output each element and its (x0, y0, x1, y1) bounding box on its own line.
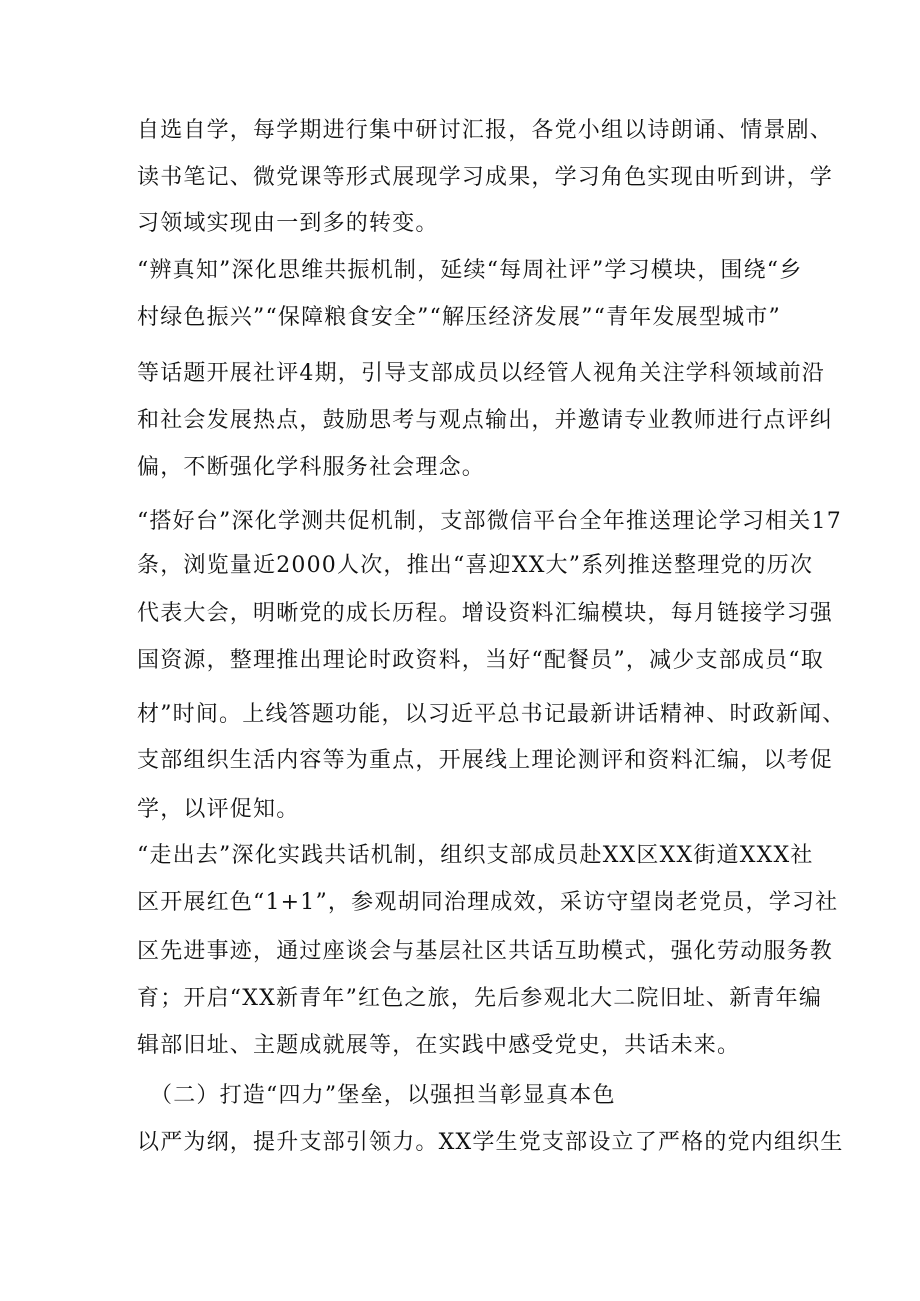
paragraph-line: 和社会发展热点，鼓励思考与观点输出，并邀请专业教师进行点评纠 (137, 408, 834, 433)
paragraph-line: “走出去”深化实践共话机制，组织支部成员赴XX区XX街道XXX社 (137, 843, 814, 868)
paragraph-line: 习领域实现由一到多的转变。 (137, 211, 439, 236)
section-heading: （二）打造“四力”堡垒，以强担当彰显真本色 (150, 1083, 616, 1108)
paragraph-line: 区开展红色“1+1”，参观胡同治理成效，采访守望岗老党员，学习社 (137, 890, 839, 915)
paragraph-line: “辨真知”深化思维共振机制，延续“每周社评”学习模块，围绕“乡 (137, 258, 803, 283)
paragraph-line: 学，以评促知。 (137, 797, 300, 822)
paragraph-line: 区先进事迹，通过座谈会与基层社区共话互助模式，强化劳动服务教 (137, 939, 834, 964)
paragraph-line: 辑部旧址、主题成就展等，在实践中感受党史，共话未来。 (137, 1033, 741, 1058)
paragraph-line: 育；开启“XX新青年”红色之旅，先后参观北大二院旧址、新青年编 (137, 986, 823, 1011)
paragraph-line: 村绿色振兴”“保障粮食安全”“解压经济发展”“青年发展型城市” (137, 305, 781, 330)
paragraph-line: “搭好台”深化学测共促机制，支部微信平台全年推送理论学习相关17 (137, 509, 842, 534)
paragraph-line: 条，浏览量近2000人次，推出“喜迎XX大”系列推送整理党的历次 (137, 553, 814, 578)
paragraph-line: 国资源，整理推出理论时政资料，当好“配餐员”，减少支部成员“取 (137, 648, 824, 673)
paragraph-line: 偏，不断强化学科服务社会理念。 (137, 455, 486, 480)
paragraph-line: 自选自学，每学期进行集中研讨汇报，各党小组以诗朗诵、情景剧、 (137, 118, 834, 143)
paragraph-line: 支部组织生活内容等为重点，开展线上理论测评和资料汇编，以考促 (137, 748, 834, 773)
paragraph-line: 以严为纲，提升支部引领力。XX学生党支部设立了严格的党内组织生 (137, 1130, 844, 1155)
paragraph-line: 读书笔记、微党课等形式展现学习成果，学习角色实现由听到讲，学 (137, 165, 834, 190)
paragraph-line: 材”时间。上线答题功能，以习近平总书记最新讲话精神、时政新闻、 (137, 702, 846, 727)
paragraph-line: 代表大会，明晰党的成长历程。增设资料汇编模块，每月链接学习强 (137, 601, 834, 626)
paragraph-line: 等话题开展社评4期，引导支部成员以经管人视角关注学科领域前沿 (137, 361, 825, 386)
